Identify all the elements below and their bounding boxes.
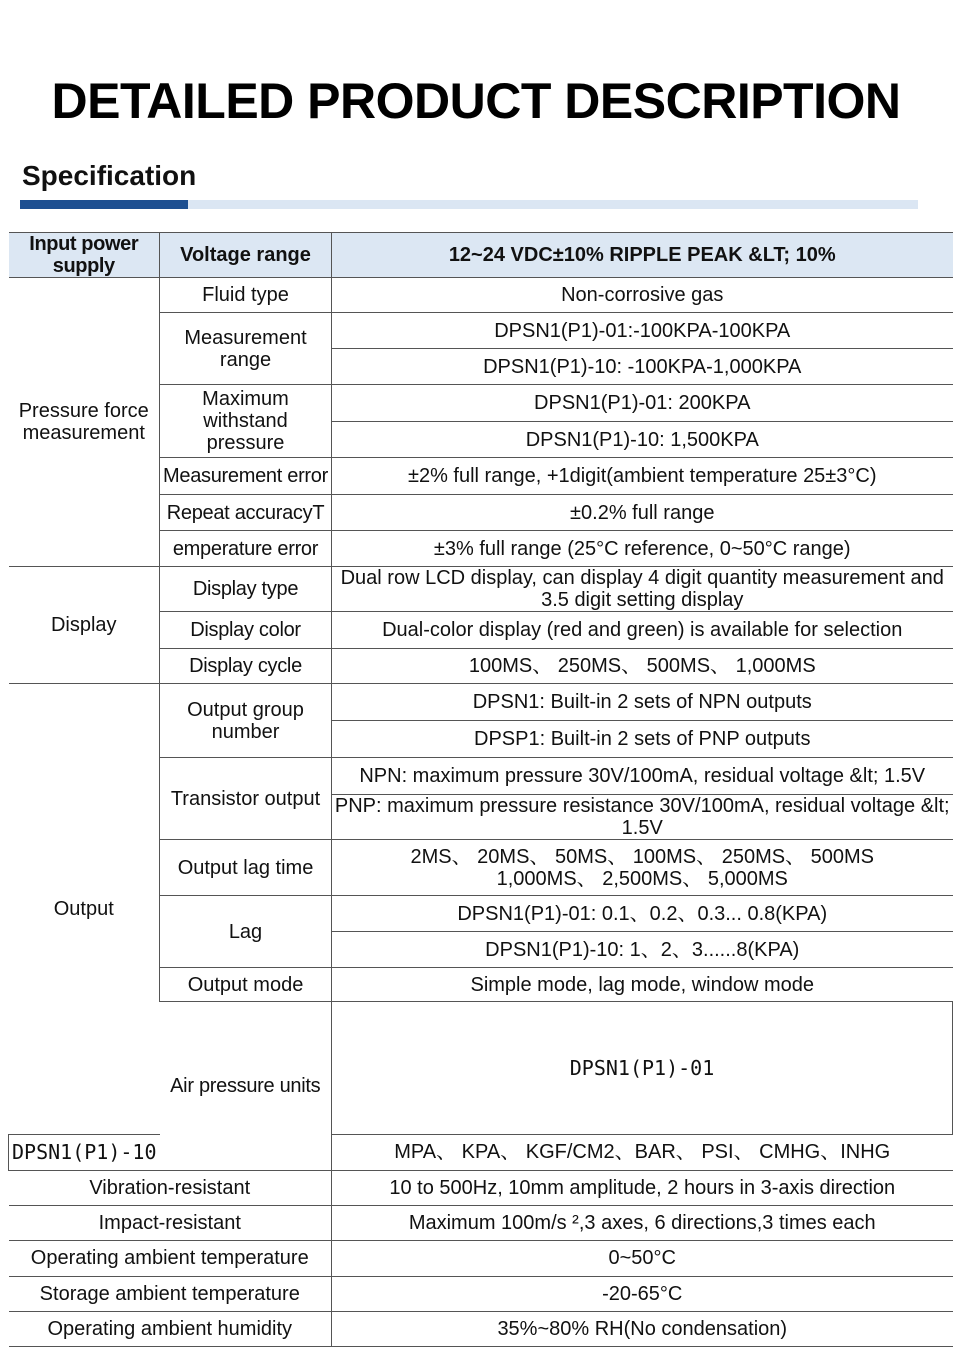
item-label: Transistor output (160, 758, 332, 840)
item-value: 10 to 500Hz, 10mm amplitude, 2 hours in 3-axis direction (332, 1170, 953, 1205)
item-value (332, 840, 953, 896)
item-label: Impact-resistant (9, 1205, 332, 1240)
item-value: 12~24 VDC±10% RIPPLE PEAK &LT; 10% (332, 233, 953, 278)
item-value: DPSN1(P1)-10: 1,500KPA (332, 422, 953, 458)
item-value: DPSN1(P1)-01: 200KPA (332, 385, 953, 422)
item-label: DPSN1(P1)-01 (332, 1002, 953, 1135)
table-header-row (9, 233, 953, 278)
value-line: 2MS、 20MS、 50MS、 100MS、 250MS、 500MS (410, 845, 874, 868)
table-row (9, 1170, 953, 1205)
item-value: NPN: maximum pressure 30V/100mA, residual voltage &lt; 1.5V (332, 758, 953, 795)
item-label: Operating ambient temperature (9, 1240, 332, 1276)
item-label: Repeat accuracyT (160, 495, 332, 531)
item-value: DPSN1(P1)-10: -100KPA-1,000KPA (332, 349, 953, 385)
item-label: Vibration-resistant (9, 1170, 332, 1205)
table-row (9, 1134, 953, 1170)
item-value: Dual row LCD display, can display 4 digit quantity measurement and 3.5 digit setting display (332, 567, 953, 612)
category-cell: Display (9, 567, 160, 684)
item-label: Lag (160, 896, 332, 968)
item-value: Non-corrosive gas (332, 278, 953, 313)
item-label: Operating ambient humidity (9, 1311, 332, 1346)
category-cell: Air pressure units (160, 1002, 332, 1171)
section-underline-accent (20, 200, 188, 209)
item-value: 100MS、 250MS、 500MS、 1,000MS (332, 649, 953, 684)
item-label: Measurement error (160, 458, 332, 495)
item-value: DPSN1(P1)-01:-100KPA-100KPA (332, 313, 953, 349)
item-value: DPSP1: Built-in 2 sets of PNP outputs (332, 721, 953, 758)
item-value: -20-65°C (332, 1276, 953, 1311)
item-value: Simple mode, lag mode, window mode (332, 968, 953, 1002)
item-label: Output mode (160, 968, 332, 1002)
table-row (9, 1205, 953, 1240)
item-value: PNP: maximum pressure resistance 30V/100mA, residual voltage &lt; 1.5V (332, 795, 953, 840)
item-label: Display type (160, 567, 332, 612)
table-row (9, 1276, 953, 1311)
table-row (9, 567, 953, 612)
item-label: Display color (160, 612, 332, 649)
item-value: Dual-color display (red and green) is available for selection (332, 612, 953, 649)
item-label: Storage ambient temperature (9, 1276, 332, 1311)
item-value: Maximum 100m/s ²,3 axes, 6 directions,3 times each (332, 1205, 953, 1240)
item-label: Fluid type (160, 278, 332, 313)
specification-table (8, 232, 953, 1347)
item-label: Display cycle (160, 649, 332, 684)
value-line: 1,000MS、 2,500MS、 5,000MS (496, 867, 788, 890)
item-label: DPSN1(P1)-10 (9, 1134, 160, 1170)
item-value: DPSN1(P1)-01: 0.1、0.2、0.3... 0.8(KPA) (332, 896, 953, 932)
item-label: Output lag time (160, 840, 332, 896)
item-label: Maximum withstand pressure (160, 385, 332, 458)
section-title: Specification (22, 160, 197, 191)
item-label: Voltage range (160, 233, 332, 278)
category-cell: Input power supply (9, 233, 160, 278)
item-value: DPSN1(P1)-10: 1、2、3......8(KPA) (332, 932, 953, 968)
item-value: 35%~80% RH(No condensation) (332, 1311, 953, 1346)
table-row (9, 684, 953, 721)
item-value: ±3% full range (25°C reference, 0~50°C range) (332, 531, 953, 567)
table-row (9, 278, 953, 313)
item-label: emperature error (160, 531, 332, 567)
table-row (9, 1240, 953, 1276)
item-value: ±2% full range, +1digit(ambient temperature 25±3°C) (332, 458, 953, 495)
table-row (9, 1311, 953, 1346)
item-value: MPA、 KPA、 KGF/CM2、BAR、 PSI、 CMHG、INHG (332, 1134, 953, 1170)
item-label: Measurement range (160, 313, 332, 385)
page-title: DETAILED PRODUCT DESCRIPTION (51, 73, 901, 129)
category-cell: Pressure force measurement (9, 278, 160, 567)
item-value: DPSN1: Built-in 2 sets of NPN outputs (332, 684, 953, 721)
item-value: 0~50°C (332, 1240, 953, 1276)
category-cell: Output (9, 684, 160, 1135)
item-value: ±0.2% full range (332, 495, 953, 531)
item-label: Output group number (160, 684, 332, 758)
